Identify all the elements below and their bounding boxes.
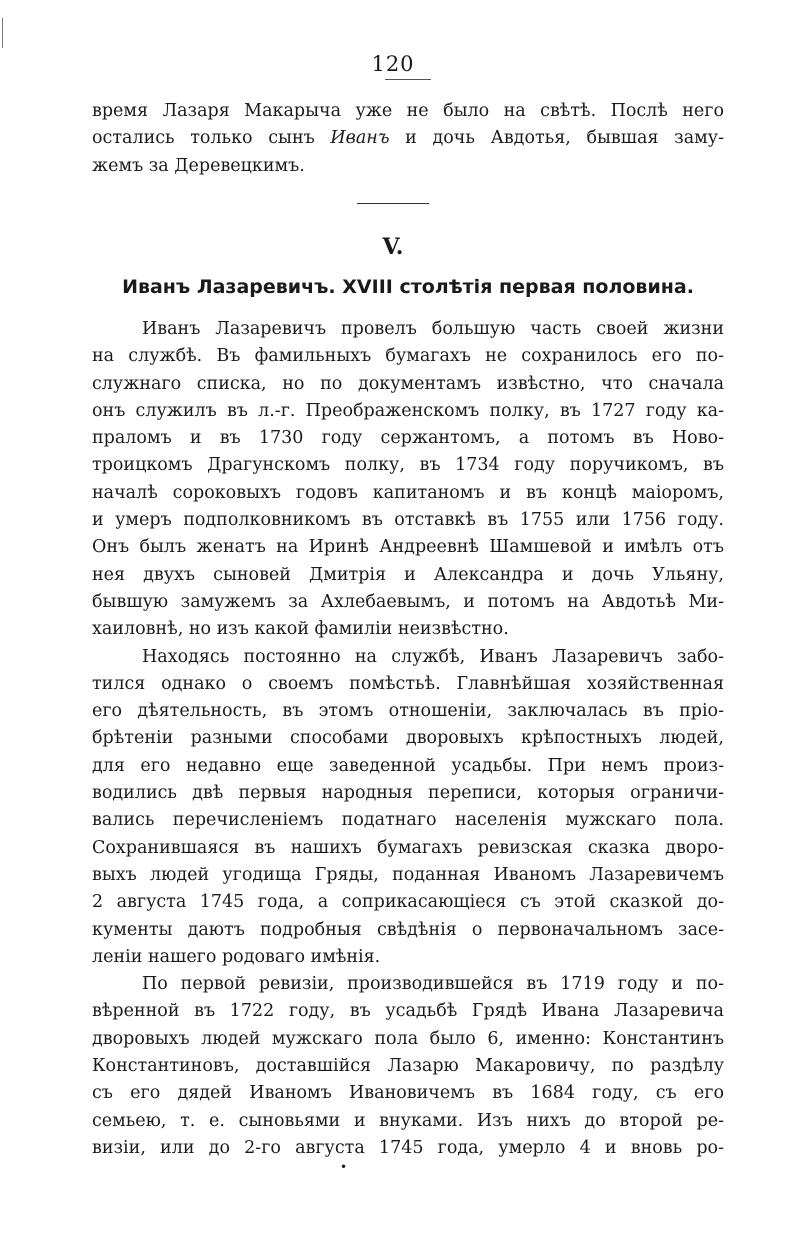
text-line: брѣтеніи разными способами дворовыхъ крѣпостныхъ людей, xyxy=(92,728,724,749)
text-line: дворовыхъ людей мужскаго пола было 6, именно: Константинъ xyxy=(92,1028,724,1049)
text-line: леніи нашего родоваго имѣнія. xyxy=(92,946,381,967)
text-line: съ его дядей Иваномъ Ивановичемъ въ 1684 году, съ его xyxy=(92,1083,724,1104)
text-line: Иванъ Лазаревичъ провелъ большую часть своей жизни xyxy=(142,319,724,339)
text-line: началѣ сороковыхъ годовъ капитаномъ и въ концѣ маіоромъ, xyxy=(92,482,724,503)
text-line: троицкомъ Драгунскомъ полку, въ 1734 году поручикомъ, въ xyxy=(92,455,724,476)
text-line: выхъ людей угодища Гряды, поданная Иваномъ Лазаревичемъ xyxy=(92,864,724,885)
text-line: его дѣятельность, въ этомъ отношеніи, заключалась въ пріо- xyxy=(92,701,724,722)
text-line: бывшую замужемъ за Ахлебаевымъ, и потомъ на Авдотьѣ Ми- xyxy=(92,591,724,612)
text-line: и умеръ подполковникомъ въ отставкѣ въ 1755 или 1756 году. xyxy=(92,510,724,531)
page-number-underline xyxy=(385,79,431,80)
text-line: тился однако о своемъ помѣстьѣ. Главнѣйшая хозяйственная xyxy=(92,673,724,694)
text-line: 2 августа 1745 года, а соприкасающіеся съ этой сказкой до- xyxy=(92,892,724,913)
text-line: Константиновъ, доставшійся Лазарю Макаровичу, по раздѣлу xyxy=(92,1056,724,1077)
text-line: семьею, т. е. сыновьями и внуками. Изъ нихъ до второй ре- xyxy=(92,1110,724,1131)
section-separator xyxy=(357,203,429,204)
footer-mark: • xyxy=(340,1160,348,1174)
text-line: хаиловнѣ, но изъ какой фамиліи неизвѣстно. xyxy=(92,619,509,640)
chapter-body xyxy=(92,316,724,1162)
text-line: вѣренной въ 1722 году, въ усадьбѣ Грядѣ Ивана Лазаревича xyxy=(92,1001,724,1022)
chapter-heading: Иванъ Лазаревичъ. XVIII столѣтія первая половина. xyxy=(122,276,694,298)
text-line: жемъ за Деревецкимъ. xyxy=(92,155,305,176)
text-line: По первой ревизіи, производившейся въ 1719 году и по- xyxy=(142,974,724,995)
text-line: остались только сынъ Иванъ и дочь Авдотья, бывшая заму- xyxy=(92,128,724,149)
text-line: праломъ и въ 1730 году сержантомъ, а потомъ въ Ново- xyxy=(92,428,724,449)
text-line: водились двѣ первыя народныя переписи, которыя ограничи- xyxy=(92,783,724,804)
text-line: нея двухъ сыновей Дмитрія и Александра и дочь Ульяну, xyxy=(92,564,724,585)
page-edge-mark xyxy=(2,18,3,48)
text-line: на службѣ. Въ фамильныхъ бумагахъ не сохранилось его по- xyxy=(92,346,724,367)
text-line: кументы даютъ подробныя свѣдѣнія о первоначальномъ засе- xyxy=(92,919,724,940)
text-line: Сохранившаяся въ нашихъ бумагахъ ревизская сказка дворо- xyxy=(92,837,724,858)
paragraph-continuation xyxy=(92,98,724,180)
text-line: вались перечисленіемъ податнаго населенія мужскаго пола. xyxy=(92,810,724,831)
text-line: онъ служилъ въ л.-г. Преображенскомъ полку, въ 1727 году ка- xyxy=(92,400,724,421)
text-line: служнаго списка, но по документамъ извѣстно, что сначала xyxy=(92,373,724,394)
text-line: Находясь постоянно на службѣ, Иванъ Лазаревичъ забо- xyxy=(142,646,724,667)
text-line: для его недавно еще заведенной усадьбы. При немъ произ- xyxy=(92,755,724,776)
text-line: время Лазаря Макарыча уже не было на свѣтѣ. Послѣ него xyxy=(92,101,724,121)
text-line: Онъ былъ женатъ на Иринѣ Андреевнѣ Шамшевой и имѣлъ отъ xyxy=(92,537,724,558)
chapter-numeral: V. xyxy=(382,234,404,260)
page-number: 120 xyxy=(371,52,415,76)
text-line: визіи, или до 2-го августа 1745 года, умерло 4 и вновь ро- xyxy=(92,1137,724,1158)
